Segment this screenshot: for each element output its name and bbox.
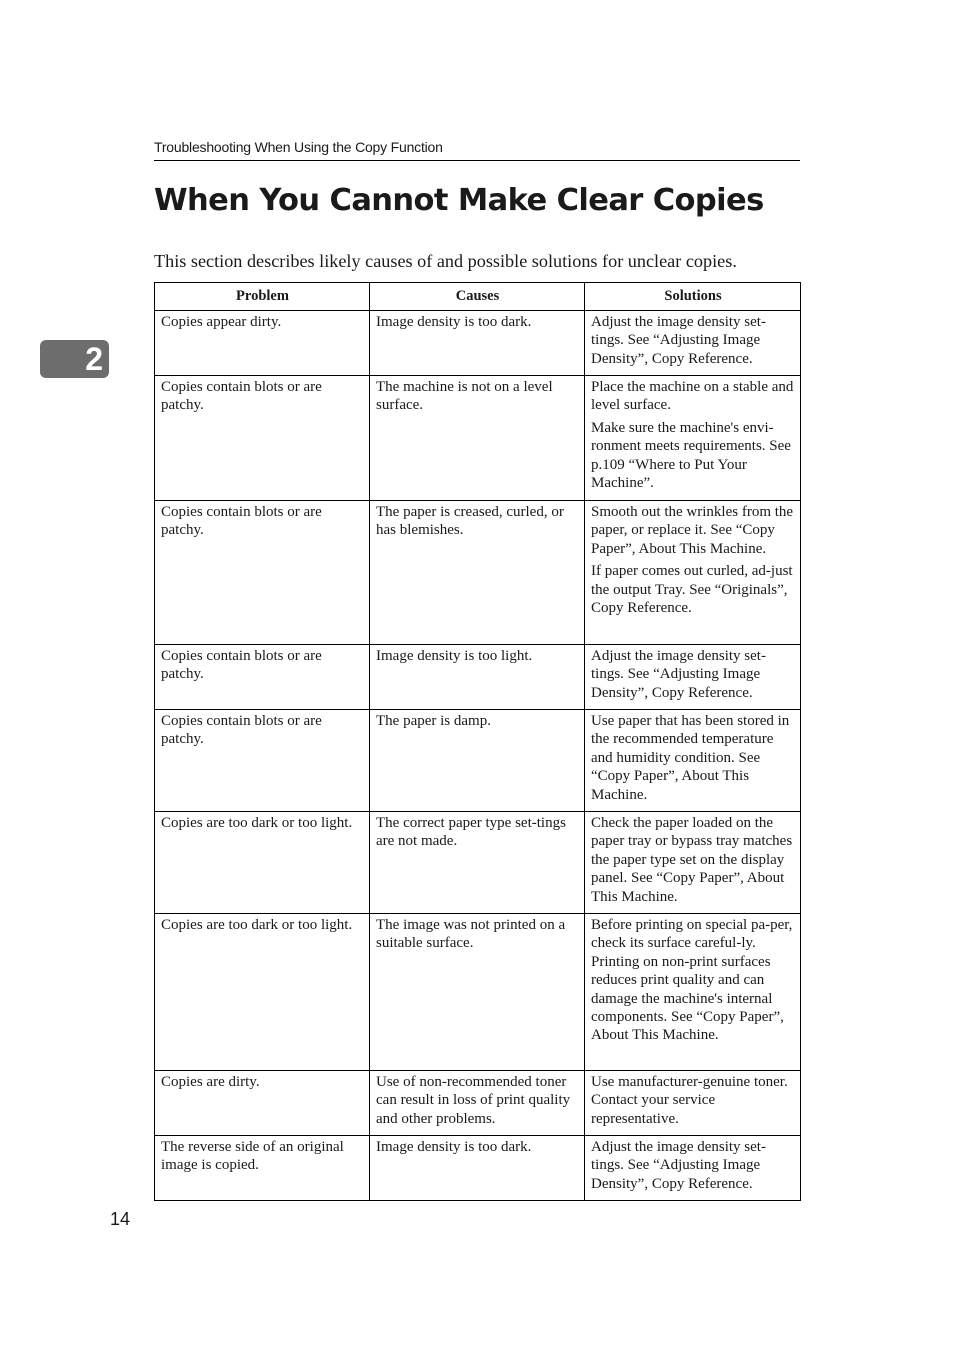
page-number: 14 xyxy=(110,1209,131,1229)
solution-text: Adjust the image density set-tings. See “Adjusting Image Density”, Copy Reference. xyxy=(591,314,766,367)
table-row xyxy=(155,311,801,376)
table-row xyxy=(155,501,801,645)
page-title: When You Cannot Make Clear Copies xyxy=(154,183,764,218)
problem-cell: Copies contain blots or are patchy. xyxy=(155,376,370,501)
cause-cell: The image was not printed on a suitable surface. xyxy=(370,914,585,1071)
cause-cell: The paper is damp. xyxy=(370,710,585,812)
solution-text: Before printing on special pa-per, check its surface careful-ly. Printing on non-print surfaces reduces print quality and can damage the machine's internal components. See “Copy Paper”, About This Machine. xyxy=(591,917,793,1044)
solution-cell xyxy=(585,914,801,1071)
table-header-row xyxy=(155,283,801,311)
table-row xyxy=(155,914,801,1071)
solution-cell xyxy=(585,311,801,376)
problem-cell: Copies appear dirty. xyxy=(155,311,370,376)
solution-text: Adjust the image density set-tings. See “Adjusting Image Density”, Copy Reference. xyxy=(591,648,766,701)
cause-cell: The machine is not on a level surface. xyxy=(370,376,585,501)
solution-text: Smooth out the wrinkles from the paper, or replace it. See “Copy Paper”, About This Machine. xyxy=(591,504,794,557)
solution-text: Use manufacturer-genuine toner. Contact your service representative. xyxy=(591,1074,788,1127)
problem-cell: The reverse side of an original image is copied. xyxy=(155,1136,370,1201)
table-row xyxy=(155,645,801,710)
problem-cell: Copies are too dark or too light. xyxy=(155,914,370,1071)
solution-text: Use paper that has been stored in the recommended temperature and humidity condition. See “Copy Paper”, About This Machine. xyxy=(591,713,790,803)
solution-cell xyxy=(585,812,801,914)
solution-text: Place the machine on a stable and level surface. xyxy=(591,379,794,414)
solution-cell xyxy=(585,501,801,645)
table-row xyxy=(155,812,801,914)
cause-cell: The paper is creased, curled, or has blemishes. xyxy=(370,501,585,645)
table-row xyxy=(155,1136,801,1201)
table-row xyxy=(155,1071,801,1136)
chapter-tab: 2 xyxy=(40,340,109,378)
solution-text: Check the paper loaded on the paper tray or bypass tray matches the paper type set on the display panel. See “Copy Paper”, About This Machine. xyxy=(591,815,793,905)
solution-text: Adjust the image density set-tings. See “Adjusting Image Density”, Copy Reference. xyxy=(591,1139,766,1192)
problem-cell: Copies contain blots or are patchy. xyxy=(155,501,370,645)
cause-cell: Use of non-recommended toner can result in loss of print quality and other problems. xyxy=(370,1071,585,1136)
cause-cell: Image density is too dark. xyxy=(370,311,585,376)
solution-cell xyxy=(585,1071,801,1136)
column-header-problem: Problem xyxy=(155,283,370,311)
solution-cell xyxy=(585,710,801,812)
solution-cell xyxy=(585,645,801,710)
cause-cell: Image density is too light. xyxy=(370,645,585,710)
running-header: Troubleshooting When Using the Copy Function xyxy=(154,138,800,161)
table-row xyxy=(155,376,801,501)
solution-text: Make sure the machine's envi-ronment meets requirements. See p.109 “Where to Put Your Machine”. xyxy=(591,419,791,492)
troubleshooting-table xyxy=(154,282,801,1201)
cause-cell: The correct paper type set-tings are not made. xyxy=(370,812,585,914)
intro-paragraph: This section describes likely causes of and possible solutions for unclear copies. xyxy=(154,251,737,271)
problem-cell: Copies are dirty. xyxy=(155,1071,370,1136)
solution-cell xyxy=(585,1136,801,1201)
problem-cell: Copies contain blots or are patchy. xyxy=(155,645,370,710)
solution-text: If paper comes out curled, ad-just the output Tray. See “Originals”, Copy Reference. xyxy=(591,563,793,617)
table-row xyxy=(155,710,801,812)
column-header-solutions: Solutions xyxy=(585,283,801,311)
column-header-causes: Causes xyxy=(370,283,585,311)
solution-cell xyxy=(585,376,801,501)
problem-cell: Copies contain blots or are patchy. xyxy=(155,710,370,812)
problem-cell: Copies are too dark or too light. xyxy=(155,812,370,914)
cause-cell: Image density is too dark. xyxy=(370,1136,585,1201)
